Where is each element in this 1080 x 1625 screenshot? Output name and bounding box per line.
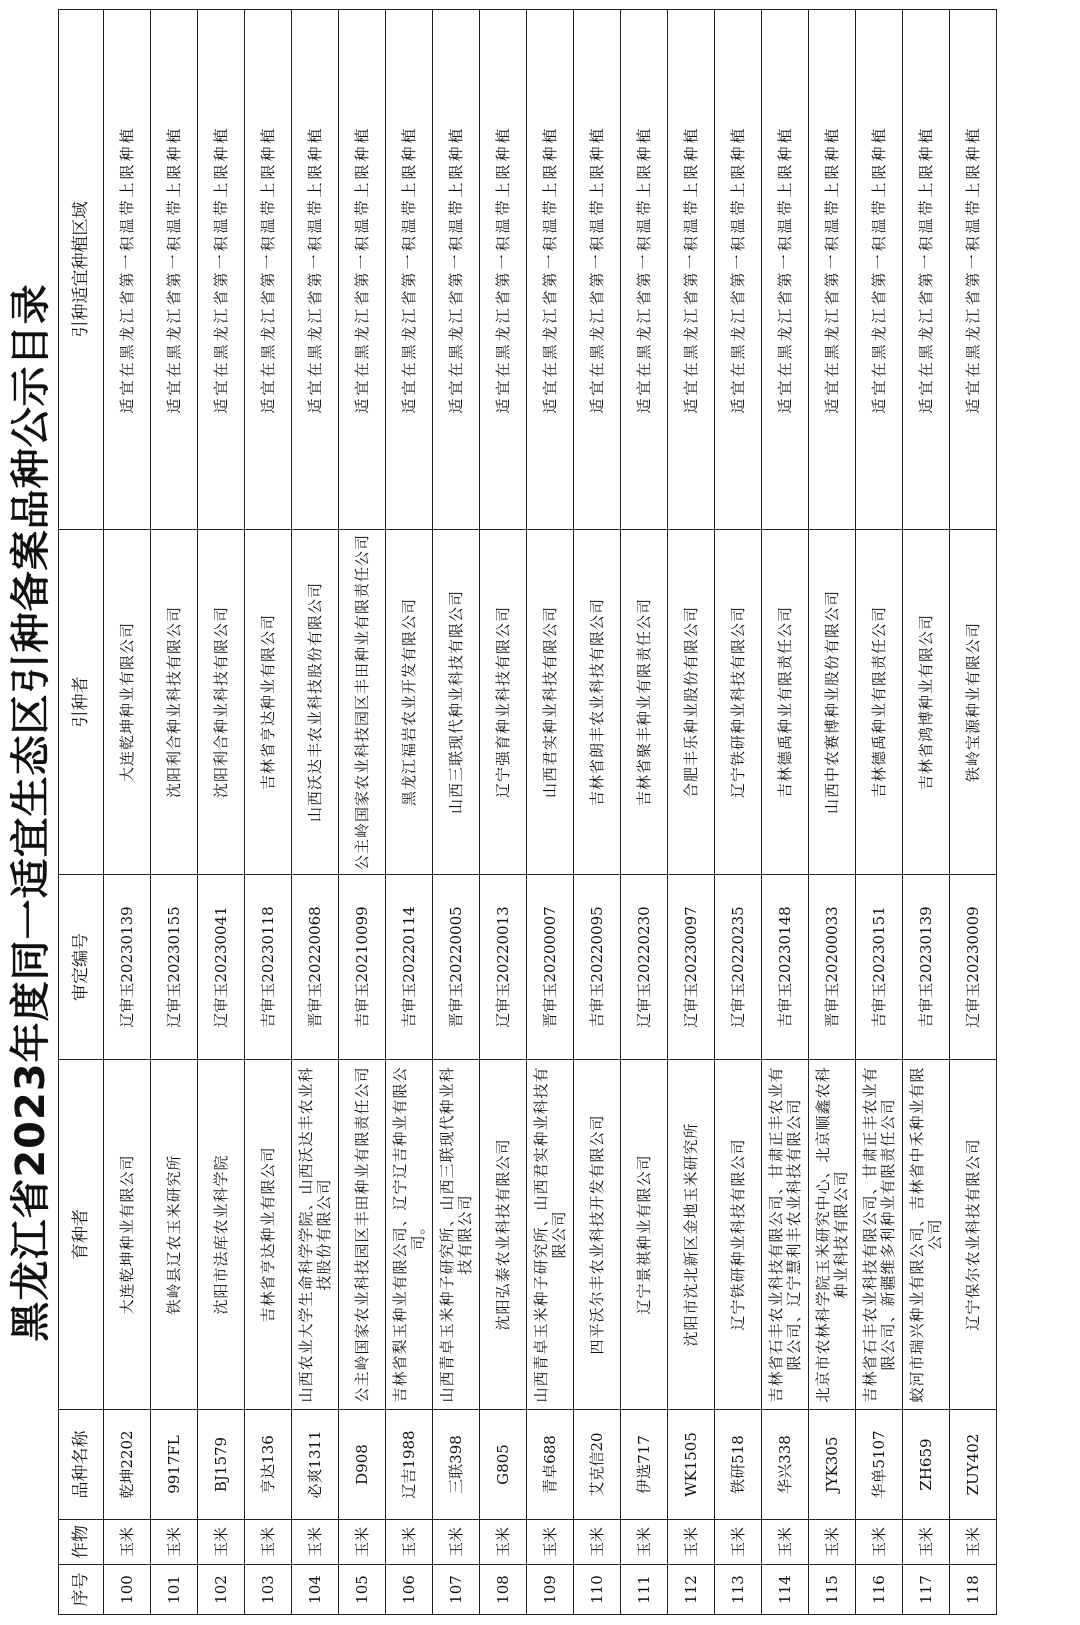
cell-approval: 辽审玉20220230 — [621, 875, 668, 1060]
cell-zone: 适宜在黑龙江省第一积温带上限种植 — [668, 10, 715, 530]
table-row — [574, 10, 621, 1615]
cell-breeder: 吉林省梨玉种业有限公司、辽宁辽吉种业有限公司。 — [386, 1060, 433, 1410]
cell-variety: 三联398 — [433, 1410, 480, 1520]
cell-seq: 103 — [245, 1565, 292, 1615]
cell-approval: 晋审玉20220005 — [433, 875, 480, 1060]
cell-variety: 乾坤2202 — [104, 1410, 151, 1520]
cell-approval: 晋审玉20200007 — [527, 875, 574, 1060]
cell-introducer: 吉林省朗丰农业科技有限公司 — [574, 530, 621, 875]
cell-variety: 辽吉1988 — [386, 1410, 433, 1520]
cell-breeder: 山西农业大学生命科学学院、山西沃达丰农业科技股份有限公司 — [292, 1060, 339, 1410]
cell-crop: 玉米 — [386, 1520, 433, 1565]
cell-crop: 玉米 — [668, 1520, 715, 1565]
cell-crop: 玉米 — [621, 1520, 668, 1565]
cell-approval: 吉审玉20230151 — [856, 875, 903, 1060]
cell-seq: 117 — [903, 1565, 950, 1615]
cell-crop: 玉米 — [809, 1520, 856, 1565]
cell-approval: 吉审玉20220095 — [574, 875, 621, 1060]
table-row — [856, 10, 903, 1615]
cell-breeder: 山西青卓玉米种子研究所、山西君实种业科技有限公司 — [527, 1060, 574, 1410]
cell-introducer: 黑龙江福岩农业开发有限公司 — [386, 530, 433, 875]
table-header-row — [59, 10, 104, 1615]
cell-approval: 辽审玉20230155 — [151, 875, 198, 1060]
table-row — [104, 10, 151, 1615]
cell-zone: 适宜在黑龙江省第一积温带上限种植 — [574, 10, 621, 530]
cell-introducer: 公主岭国家农业科技园区丰田种业有限责任公司 — [339, 530, 386, 875]
table-row — [621, 10, 668, 1615]
cell-zone: 适宜在黑龙江省第一积温带上限种植 — [104, 10, 151, 530]
cell-seq: 101 — [151, 1565, 198, 1615]
cell-breeder: 山西青卓玉米种子研究所、山西三联现代种业科技有限公司 — [433, 1060, 480, 1410]
table-row — [715, 10, 762, 1615]
header-crop: 作物 — [59, 1520, 104, 1565]
cell-variety: 青卓688 — [527, 1410, 574, 1520]
cell-seq: 114 — [762, 1565, 809, 1615]
cell-introducer: 吉林省鸿博种业有限公司 — [903, 530, 950, 875]
cell-crop: 玉米 — [574, 1520, 621, 1565]
cell-approval: 吉审玉20230148 — [762, 875, 809, 1060]
cell-zone: 适宜在黑龙江省第一积温带上限种植 — [339, 10, 386, 530]
header-zone: 引种适宜种植区域 — [59, 10, 104, 530]
cell-zone: 适宜在黑龙江省第一积温带上限种植 — [386, 10, 433, 530]
cell-zone: 适宜在黑龙江省第一积温带上限种植 — [762, 10, 809, 530]
cell-introducer: 沈阳利合种业科技有限公司 — [198, 530, 245, 875]
cell-crop: 玉米 — [950, 1520, 997, 1565]
cell-zone: 适宜在黑龙江省第一积温带上限种植 — [903, 10, 950, 530]
cell-approval: 辽审玉20230009 — [950, 875, 997, 1060]
header-seq: 序号 — [59, 1565, 104, 1615]
cell-approval: 晋审玉20200033 — [809, 875, 856, 1060]
cell-approval: 辽审玉20230139 — [104, 875, 151, 1060]
cell-breeder: 吉林省石丰农业科技有限公司、甘肃正丰农业有限公司、新疆维多利种业有限责任公司 — [856, 1060, 903, 1410]
cell-seq: 105 — [339, 1565, 386, 1615]
table-row — [762, 10, 809, 1615]
cell-approval: 吉审玉20230118 — [245, 875, 292, 1060]
table-row — [480, 10, 527, 1615]
table-row — [292, 10, 339, 1615]
cell-breeder: 沈阳市沈北新区金地玉米研究所 — [668, 1060, 715, 1410]
cell-seq: 111 — [621, 1565, 668, 1615]
cell-introducer: 吉林德禹种业有限责任公司 — [856, 530, 903, 875]
cell-breeder: 北京市农林科学院玉米研究中心、北京顺鑫农科种业科技有限公司 — [809, 1060, 856, 1410]
cell-seq: 100 — [104, 1565, 151, 1615]
cell-zone: 适宜在黑龙江省第一积温带上限种植 — [245, 10, 292, 530]
cell-breeder: 铁岭县辽农玉米研究所 — [151, 1060, 198, 1410]
cell-zone: 适宜在黑龙江省第一积温带上限种植 — [527, 10, 574, 530]
cell-variety: 亨达136 — [245, 1410, 292, 1520]
variety-table — [58, 9, 997, 1615]
table-row — [809, 10, 856, 1615]
table-row — [198, 10, 245, 1615]
cell-variety: ZH659 — [903, 1410, 950, 1520]
cell-crop: 玉米 — [856, 1520, 903, 1565]
cell-seq: 102 — [198, 1565, 245, 1615]
cell-introducer: 辽宁强育种业科技有限公司 — [480, 530, 527, 875]
header-approval: 审定编号 — [59, 875, 104, 1060]
table-row — [527, 10, 574, 1615]
cell-crop: 玉米 — [151, 1520, 198, 1565]
cell-variety: D908 — [339, 1410, 386, 1520]
cell-zone: 适宜在黑龙江省第一积温带上限种植 — [198, 10, 245, 530]
table-row — [245, 10, 292, 1615]
cell-breeder: 辽宁铁研种业科技有限公司 — [715, 1060, 762, 1410]
cell-variety: 必爽1311 — [292, 1410, 339, 1520]
cell-introducer: 吉林省亨达种业有限公司 — [245, 530, 292, 875]
cell-variety: JYK305 — [809, 1410, 856, 1520]
cell-variety: 9917FL — [151, 1410, 198, 1520]
cell-introducer: 吉林省聚丰种业有限责任公司 — [621, 530, 668, 875]
cell-seq: 106 — [386, 1565, 433, 1615]
cell-crop: 玉米 — [104, 1520, 151, 1565]
table-row — [433, 10, 480, 1615]
cell-zone: 适宜在黑龙江省第一积温带上限种植 — [809, 10, 856, 530]
table-row — [151, 10, 198, 1615]
cell-approval: 辽审玉20230041 — [198, 875, 245, 1060]
cell-crop: 玉米 — [433, 1520, 480, 1565]
cell-approval: 辽审玉20230097 — [668, 875, 715, 1060]
cell-breeder: 吉林省石丰农业科技有限公司、甘肃正丰农业有限公司、辽宁慧利丰农业科技有限公司 — [762, 1060, 809, 1410]
table-row — [386, 10, 433, 1615]
cell-variety: 伊选717 — [621, 1410, 668, 1520]
cell-zone: 适宜在黑龙江省第一积温带上限种植 — [292, 10, 339, 530]
cell-breeder: 辽宁保尔农业科技有限公司 — [950, 1060, 997, 1410]
cell-crop: 玉米 — [245, 1520, 292, 1565]
cell-introducer: 山西中农赛博种业股份有限公司 — [809, 530, 856, 875]
cell-crop: 玉米 — [339, 1520, 386, 1565]
cell-approval: 吉审玉20230139 — [903, 875, 950, 1060]
cell-seq: 118 — [950, 1565, 997, 1615]
cell-zone: 适宜在黑龙江省第一积温带上限种植 — [856, 10, 903, 530]
cell-crop: 玉米 — [198, 1520, 245, 1565]
cell-seq: 116 — [856, 1565, 903, 1615]
cell-introducer: 山西三联现代种业科技有限公司 — [433, 530, 480, 875]
cell-introducer: 铁岭宝源种业有限公司 — [950, 530, 997, 875]
header-variety: 品种名称 — [59, 1410, 104, 1520]
cell-seq: 108 — [480, 1565, 527, 1615]
cell-introducer: 山西沃达丰农业科技股份有限公司 — [292, 530, 339, 875]
cell-breeder: 吉林省亨达种业有限公司 — [245, 1060, 292, 1410]
table-row — [950, 10, 997, 1615]
cell-crop: 玉米 — [480, 1520, 527, 1565]
cell-introducer: 吉林德禹种业有限责任公司 — [762, 530, 809, 875]
cell-introducer: 辽宁铁研种业科技有限公司 — [715, 530, 762, 875]
cell-variety: 艾克信20 — [574, 1410, 621, 1520]
cell-seq: 107 — [433, 1565, 480, 1615]
cell-crop: 玉米 — [527, 1520, 574, 1565]
cell-zone: 适宜在黑龙江省第一积温带上限种植 — [480, 10, 527, 530]
cell-crop: 玉米 — [715, 1520, 762, 1565]
cell-introducer: 合肥丰乐种业股份有限公司 — [668, 530, 715, 875]
cell-approval: 辽审玉20220013 — [480, 875, 527, 1060]
table-row — [339, 10, 386, 1615]
cell-zone: 适宜在黑龙江省第一积温带上限种植 — [715, 10, 762, 530]
cell-breeder: 蛟河市瑞兴种业有限公司、吉林省中禾种业有限公司 — [903, 1060, 950, 1410]
cell-variety: G805 — [480, 1410, 527, 1520]
cell-variety: 华单5107 — [856, 1410, 903, 1520]
cell-zone: 适宜在黑龙江省第一积温带上限种植 — [151, 10, 198, 530]
table-row — [903, 10, 950, 1615]
cell-breeder: 辽宁景祺种业有限公司 — [621, 1060, 668, 1410]
document-title: 黑龙江省2023年度同一适宜生态区引种备案品种公示目录 — [8, 283, 54, 1342]
cell-introducer: 沈阳利合种业科技有限公司 — [151, 530, 198, 875]
cell-breeder: 大连乾坤种业有限公司 — [104, 1060, 151, 1410]
cell-seq: 113 — [715, 1565, 762, 1615]
header-introducer: 引种者 — [59, 530, 104, 875]
cell-breeder: 公主岭国家农业科技园区丰田种业有限责任公司 — [339, 1060, 386, 1410]
cell-variety: 铁研518 — [715, 1410, 762, 1520]
cell-approval: 吉审玉20220114 — [386, 875, 433, 1060]
cell-variety: WK1505 — [668, 1410, 715, 1520]
header-breeder: 育种者 — [59, 1060, 104, 1410]
cell-crop: 玉米 — [762, 1520, 809, 1565]
cell-introducer: 大连乾坤种业有限公司 — [104, 530, 151, 875]
cell-approval: 晋审玉20220068 — [292, 875, 339, 1060]
cell-introducer: 山西君实种业科技有限公司 — [527, 530, 574, 875]
cell-seq: 109 — [527, 1565, 574, 1615]
cell-zone: 适宜在黑龙江省第一积温带上限种植 — [621, 10, 668, 530]
cell-breeder: 四平沃尔丰农业科技开发有限公司 — [574, 1060, 621, 1410]
cell-approval: 辽审玉20220235 — [715, 875, 762, 1060]
cell-variety: 华兴338 — [762, 1410, 809, 1520]
cell-zone: 适宜在黑龙江省第一积温带上限种植 — [433, 10, 480, 530]
cell-crop: 玉米 — [903, 1520, 950, 1565]
cell-seq: 115 — [809, 1565, 856, 1615]
cell-approval: 吉审玉20210099 — [339, 875, 386, 1060]
cell-seq: 104 — [292, 1565, 339, 1615]
cell-variety: BJ1579 — [198, 1410, 245, 1520]
cell-zone: 适宜在黑龙江省第一积温带上限种植 — [950, 10, 997, 530]
cell-crop: 玉米 — [292, 1520, 339, 1565]
cell-seq: 110 — [574, 1565, 621, 1615]
table-row — [668, 10, 715, 1615]
cell-seq: 112 — [668, 1565, 715, 1615]
cell-variety: ZUY402 — [950, 1410, 997, 1520]
cell-breeder: 沈阳弘泰农业科技有限公司 — [480, 1060, 527, 1410]
cell-breeder: 沈阳市法库农业科学院 — [198, 1060, 245, 1410]
table-body — [104, 10, 997, 1615]
